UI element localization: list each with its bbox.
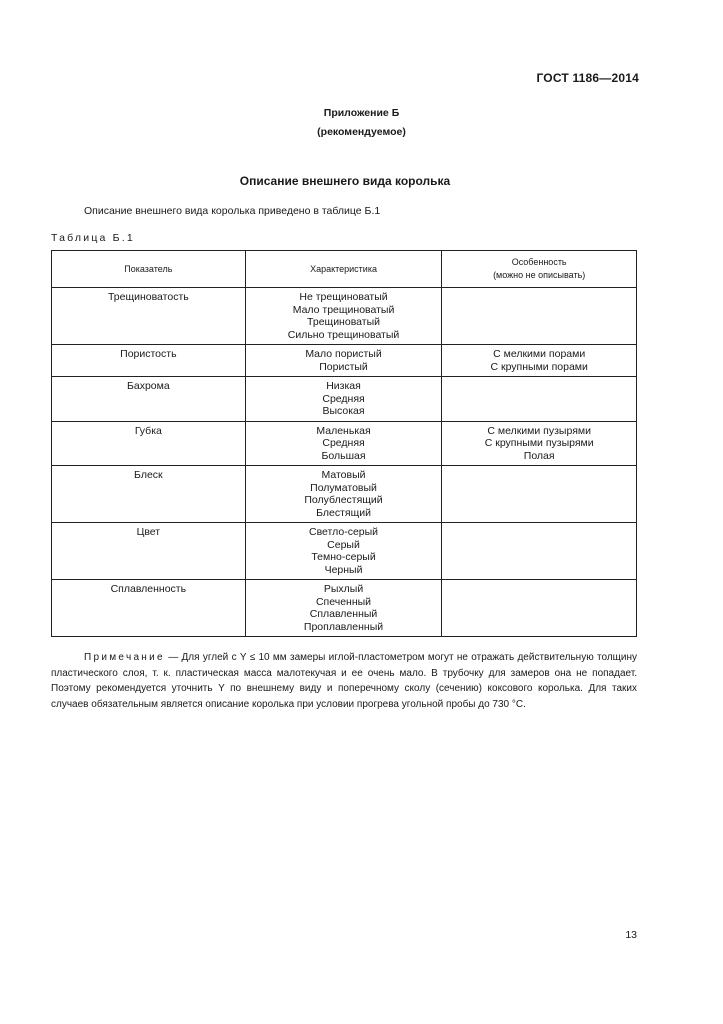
note-text: — Для углей с Y ≤ 10 мм замеры иглой-пластометром могут не отражать действительную толщину пластического слоя, т. к. пластическая масса малотекучая и ее очень мало. В трубочку для замеров она не попадает. Поэтому рекомендуется уточнить Y по внешнему виду и поперечному сколу (сечению) коксового королька. Для таких случаев обязательным является описание королька при условии прогрева угольной пробы до 730 °С. [51,652,637,710]
characteristic-value: Не трещиноватый [299,291,388,303]
characteristic-value: Блестящий [316,506,371,519]
table-header-row [52,251,637,288]
indicator-cell [52,466,246,523]
characteristic-cell [245,345,442,377]
indicator-cell [52,421,246,466]
feature-value: С мелкими порами [493,348,586,360]
header-feature-note: (можно не описывать) [493,270,586,280]
indicator-name: Блеск [134,469,163,481]
characteristic-cell [245,377,442,422]
note [51,650,637,712]
indicator-name: Сплавленность [110,583,187,595]
appendix-heading [0,104,723,142]
table-row [52,466,637,523]
characteristic-value: Низкая [326,380,361,392]
section-intro: Описание внешнего вида королька приведено в таблице Б.1 [84,205,381,217]
characteristic-value: Матовый [321,469,366,481]
characteristic-value: Высокая [322,405,365,417]
feature-cell [442,466,637,523]
characteristic-value: Пористый [319,360,368,373]
characteristic-cell [245,523,442,580]
characteristic-value: Маленькая [316,424,371,437]
note-label: Примечание [84,652,165,663]
feature-value: Полая [523,449,555,462]
indicator-cell [52,288,246,345]
header-feature [442,251,637,288]
table-caption: Таблица Б.1 [51,232,135,244]
characteristic-cell [245,288,442,345]
appendix-title: Приложение Б [323,107,400,119]
characteristic-value: Сплавленный [309,608,378,620]
feature-cell [442,421,637,466]
characteristic-value: Мало пористый [305,348,382,360]
indicator-cell [52,377,246,422]
note-paragraph [51,650,637,712]
characteristic-value: Проплавленный [303,620,384,633]
feature-cell [442,377,637,422]
characteristic-value: Спеченный [315,595,372,608]
characteristic-cell [245,466,442,523]
header-characteristic: Характеристика [245,251,442,288]
indicator-cell [52,345,246,377]
characteristic-value: Трещиноватый [307,316,380,328]
standard-code: ГОСТ 1186—2014 [536,71,639,85]
indicator-name: Цвет [136,526,161,538]
characteristic-value: Полуматовый [310,481,377,494]
characteristic-cell [245,580,442,637]
characteristic-value: Сильно трещиноватый [287,328,400,341]
appearance-table [51,250,637,637]
page-number: 13 [625,929,637,941]
feature-cell [442,523,637,580]
feature-cell [442,580,637,637]
characteristic-value: Средняя [322,437,365,449]
feature-cell [442,345,637,377]
characteristic-value: Темно-серый [311,551,376,563]
indicator-name: Губка [134,424,162,437]
table-row [52,523,637,580]
table-row [52,580,637,637]
characteristic-value: Полублестящий [304,494,383,506]
header-indicator: Показатель [52,251,246,288]
characteristic-value: Большая [321,449,366,462]
indicator-name: Пористость [120,348,177,360]
characteristic-value: Серый [327,538,360,551]
characteristic-value: Светло-серый [309,526,379,538]
characteristic-value: Черный [324,563,363,576]
table-row [52,377,637,422]
indicator-name: Бахрома [126,380,170,392]
table-row [52,421,637,466]
header-feature-label: Особенность [511,257,567,267]
indicator-cell [52,523,246,580]
feature-cell [442,288,637,345]
section-title: Описание внешнего вида королька [239,174,451,188]
feature-value: С мелкими пузырями [487,424,591,437]
appendix-subtitle: (рекомендуемое) [317,126,406,138]
table-row [52,345,637,377]
feature-value: С крупными пузырями [484,437,594,449]
indicator-name: Трещиноватость [107,291,189,303]
characteristic-value: Мало трещиноватый [292,303,395,316]
characteristic-value: Средняя [322,392,365,405]
indicator-cell [52,580,246,637]
table-row [52,288,637,345]
characteristic-value: Рыхлый [323,583,364,595]
characteristic-cell [245,421,442,466]
feature-value: С крупными порами [490,360,588,373]
table-body [52,288,637,637]
